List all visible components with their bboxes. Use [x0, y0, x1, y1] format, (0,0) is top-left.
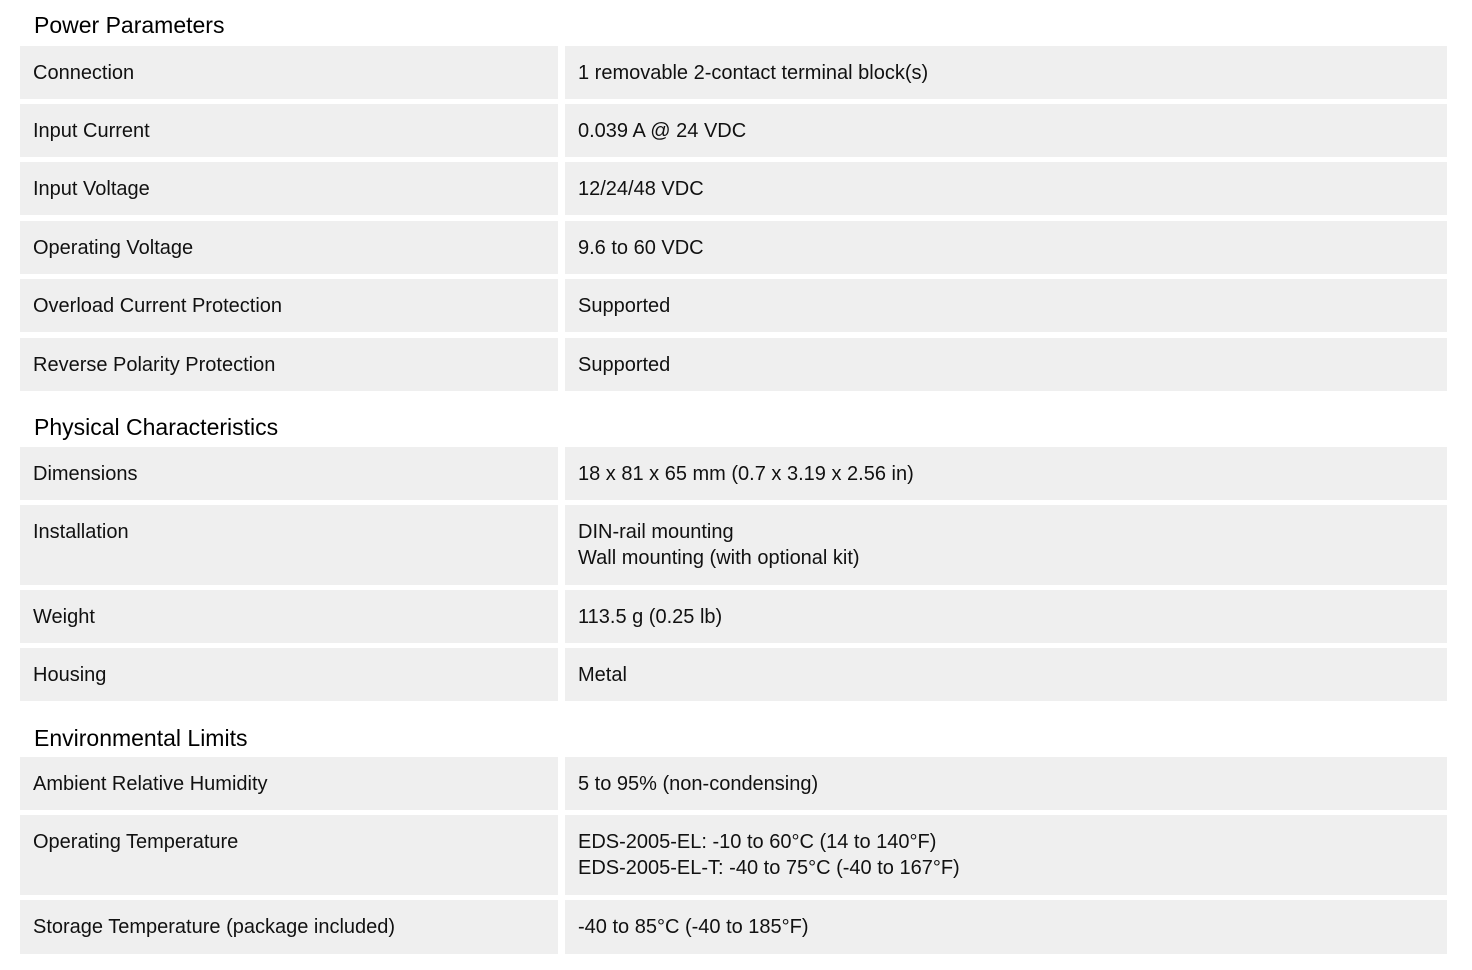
spec-label: Overload Current Protection — [20, 279, 558, 332]
spec-value: EDS-2005-EL: -10 to 60°C (14 to 140°F) EDS-2005-EL-T: -40 to 75°C (-40 to 167°F) — [565, 815, 1447, 895]
spec-value: 18 x 81 x 65 mm (0.7 x 3.19 x 2.56 in) — [565, 447, 1447, 500]
spec-value: -40 to 85°C (-40 to 185°F) — [565, 900, 1447, 954]
spec-row-reverse-polarity-protection — [20, 338, 1447, 391]
section-title-physical-characteristics: Physical Characteristics — [34, 414, 279, 440]
spec-label: Storage Temperature (package included) — [20, 900, 558, 954]
spec-value: 12/24/48 VDC — [565, 162, 1447, 215]
spec-value: 5 to 95% (non-condensing) — [565, 757, 1447, 810]
spec-row-dimensions — [20, 447, 1447, 500]
spec-label: Installation — [20, 505, 558, 585]
spec-label: Operating Temperature — [20, 815, 558, 895]
spec-label: Dimensions — [20, 447, 558, 500]
spec-row-housing — [20, 648, 1447, 701]
spec-row-ambient-relative-humidity — [20, 757, 1447, 810]
spec-label: Operating Voltage — [20, 221, 558, 274]
spec-label: Reverse Polarity Protection — [20, 338, 558, 391]
spec-value: Supported — [565, 338, 1447, 391]
spec-label: Housing — [20, 648, 558, 701]
spec-label: Input Voltage — [20, 162, 558, 215]
spec-row-operating-voltage — [20, 221, 1447, 274]
spec-row-overload-current-protection — [20, 279, 1447, 332]
spec-row-storage-temperature — [20, 900, 1447, 954]
spec-label: Ambient Relative Humidity — [20, 757, 558, 810]
spec-label: Input Current — [20, 104, 558, 157]
spec-row-input-voltage — [20, 162, 1447, 215]
spec-value: Metal — [565, 648, 1447, 701]
spec-value: DIN-rail mounting Wall mounting (with optional kit) — [565, 505, 1447, 585]
spec-value: Supported — [565, 279, 1447, 332]
spec-row-operating-temperature — [20, 815, 1447, 895]
spec-row-connection — [20, 46, 1447, 99]
section-title-power-parameters: Power Parameters — [34, 12, 225, 38]
spec-row-input-current — [20, 104, 1447, 157]
spec-row-weight — [20, 590, 1447, 643]
spec-value: 9.6 to 60 VDC — [565, 221, 1447, 274]
spec-label: Weight — [20, 590, 558, 643]
spec-value: 113.5 g (0.25 lb) — [565, 590, 1447, 643]
section-title-environmental-limits: Environmental Limits — [34, 725, 248, 751]
spec-value: 1 removable 2-contact terminal block(s) — [565, 46, 1447, 99]
spec-row-installation — [20, 505, 1447, 585]
spec-value: 0.039 A @ 24 VDC — [565, 104, 1447, 157]
spec-label: Connection — [20, 46, 558, 99]
